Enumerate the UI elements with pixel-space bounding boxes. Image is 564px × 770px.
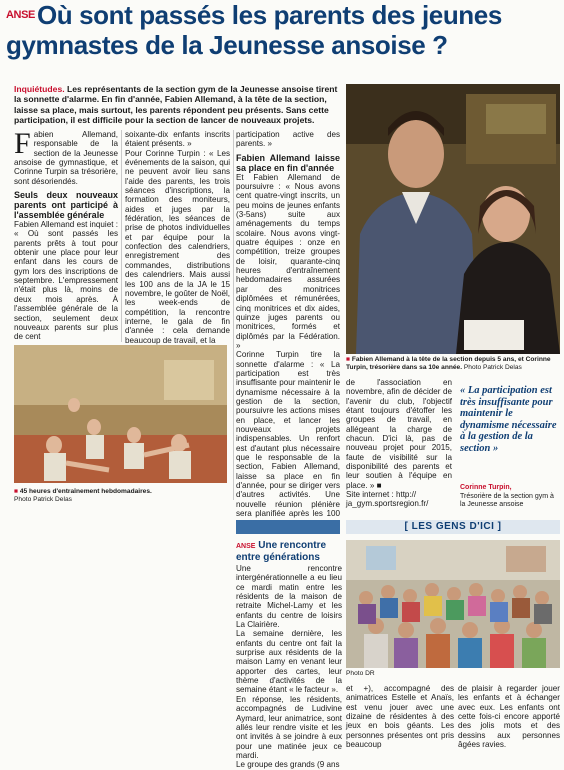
photo2-caption: ■ 45 heures d'entraînement hebdomadaires. Photo Patrick Delas	[14, 488, 152, 503]
section2-paragraph-2: La semaine dernière, les enfants du centre ont fait la surprise aux résidents de la maison Lamy en venant leur apporter des cartes, leur thème d'activités de la semaine étant « le facteur ».	[236, 629, 342, 695]
section-color-bar	[236, 520, 340, 534]
pull-quote: « La participation est très insuffisante pour maintenir le dynamisme nécessaire à la gestion de la section »	[460, 385, 557, 454]
photo2-credit: Photo Patrick Delas	[14, 496, 72, 503]
photo3-credit: Photo DR	[346, 670, 375, 677]
section2-column-3	[458, 684, 560, 749]
section2-column-2	[346, 684, 454, 749]
col3-paragraph-1: participation active des parents. »	[236, 130, 340, 149]
photo1-credit: Photo Patrick Delas	[463, 364, 522, 371]
col1-paragraph-1: abien Allemand, responsable de la section de la Jeunesse ansoise de gymnastique, et Corinne Turpin sa trésorière, sont désoriendés.	[14, 130, 118, 186]
photo1-caption-text: Fabien Allemand à la tête de la section depuis 5 ans, et Corinne Turpin, trésorière dans sa 10e année.	[346, 356, 551, 371]
section2-paragraph-1: Une rencontre intergénérationnelle a eu lieu ce mardi matin entre les résidents de la maison de retraite Michel-Lamy et les enfants du centre de loisirs La Clairière.	[236, 564, 342, 630]
col4-paragraph: de l'association en novembre, afin de décider de l'avenir du club, l'objectif étant toujours d'étoffer les groupes de travail, en allégeant la charge de chacun. D'ici là, pas de nouveau projet pour 2015, faute de visibilité sur la disponibilité des parents et leur soutien à l'équipe en place. » ■	[346, 378, 452, 490]
article-column-2	[125, 130, 230, 345]
article-column-3	[236, 130, 340, 528]
article-column-4	[346, 378, 452, 509]
col4-site-label: Site internet : http://	[346, 490, 417, 500]
col3-paragraph-3: Corinne Turpin tire la sonnette d'alarme : « La participation est très insuffisante pour maintenir le dynamisme nécessaire à la gestion de la section, poursuivre les actions mises en place, et lancer les nouveaux projets indispensables. Un renfort est d'autant plus nécessaire que le responsable de la section, Fabien Allemand, laisse sa place en fin d'année, pour se diriger vers d'autres activités. Une nouvelle réunion plénière sera planifiée après les 100	[236, 350, 340, 519]
section2-title	[236, 540, 340, 563]
section-banner: [ LES GENS D'ICI ]	[346, 520, 560, 534]
column-divider	[121, 130, 122, 342]
quote-author: Corinne Turpin,	[460, 484, 512, 491]
column-divider	[233, 130, 234, 500]
photo-group	[346, 540, 560, 668]
article-lead	[14, 84, 340, 126]
photo1-caption: ■ Fabien Allemand à la tête de la section depuis 5 ans, et Corinne Turpin, trésorière dans sa 10e année. Photo Patrick Delas	[346, 356, 551, 371]
article-headline	[6, 0, 558, 60]
photo-gymnasts	[14, 345, 227, 483]
section2-column-1	[236, 564, 342, 770]
photo-gymnasts-image	[14, 345, 227, 483]
section2-col2-text: et +), accompagné des animatrices Estelle et Anaïs, est venu jouer avec une dizaine de résidentes à des jeux en bois géants. Les personnes présentes ont pris beaucoup	[346, 684, 454, 750]
headline-location-tag: ANSE	[6, 9, 35, 21]
section2-paragraph-3: En réponse, les résidents, accompagnés de Ludivine Aymard, leur animatrice, sont allés leur rendre visite et les ont invités à se joindre à eux pour une matinée jeux ce mardi.	[236, 694, 342, 760]
headline-text: Où sont passés les parents des jeunes gymnastes de la Jeunesse ansoise ?	[6, 0, 502, 60]
lead-keyword: Inquiétudes.	[14, 84, 65, 94]
photo2-caption-text: 45 heures d'entraînement hebdomadaires.	[19, 488, 152, 495]
article-column-1	[14, 127, 118, 342]
photo-group-image	[346, 540, 560, 668]
col3-paragraph-2: Et Fabien Allemand de poursuivre : « Nous avons cent quatre-vingt inscrits, un peu moins de jeunes enfants (3-5ans) suite aux aménagements du temps scolaire. Nous avons vingt-quatre équipes : onze en compétition, treize groupes de loisir, quarante-cinq heures d'entraînement hebdomadaires assurées par des monitrices diplômées et rémunérées, cinq monitrices et dix aides, quinze juges parents ou monitrices, formés et diplômés par la Fédération. »	[236, 172, 340, 350]
section2-title-text: Une rencontre entre générations	[236, 540, 327, 563]
col2-paragraph-1: soixante-dix enfants inscrits étaient présents. »	[125, 130, 230, 149]
section2-location-tag: ANSE	[236, 543, 256, 550]
section2-paragraph-4: Le groupe des grands (9 ans	[236, 760, 340, 770]
col3-subheading: Fabien Allemand laisse sa place en fin d'année	[236, 152, 340, 173]
col1-paragraph-2: Fabien Allemand est inquiet : « Où sont passés les parents prêts à tout pour obtenir une place pour leur enfant dans les cours de gym lors des inscriptions de septembre. L'empressement n'était plus là, moins de deux mois après. À l'assemblée générale de la section, seulement deux nouveaux parents sur plus de cent	[14, 220, 118, 342]
pull-quote-attribution	[460, 484, 560, 510]
drop-cap: F	[14, 127, 31, 160]
quote-role: Trésorière de la section gym à la Jeunesse ansoise	[460, 492, 554, 508]
lead-text: Les représentants de la section gym de la Jeunesse ansoise tirent la sonnette d'alarme. En fin d'année, Fabien Allemand, à la tête de la section, laisse sa place, mais surtout, les parents répondent peu présents. Sans cette participation, il est difficile pour la section de lancer de nouveaux projets.	[14, 84, 338, 126]
col1-subheading: Seuls deux nouveaux parents ont participé à l'assemblée générale	[14, 190, 118, 221]
photo-section-leaders-image	[346, 84, 560, 354]
photo-section-leaders	[346, 84, 560, 354]
section2-col3-text: de plaisir à regarder jouer les enfants et à échanger avec eux. Les enfants ont cette fois-ci encore apporté des jolis mots et des dessins aux personnes âgées ravies.	[458, 684, 560, 750]
col2-paragraph-2: Pour Corinne Turpin : « Les événements de la saison, qui ne peuvent avoir lieu sans l'aide des parents, les trois séances d'inscriptions, la formation des moniteurs, aides et juges par la fédération, les séances de prise de photos individuelles et par équipe pour la confection des calendriers, enregistrement des commandes, distributions des calendriers. Mais aussi les 100 ans de la JA le 15 novembre, le goûter de Noël, les week-ends de compétition, la rencontre interne, le gala de fin d'année : cela demande beaucoup de travail, et la	[125, 148, 230, 345]
col4-site-url: ja_gym.sportsregion.fr/	[346, 499, 429, 509]
